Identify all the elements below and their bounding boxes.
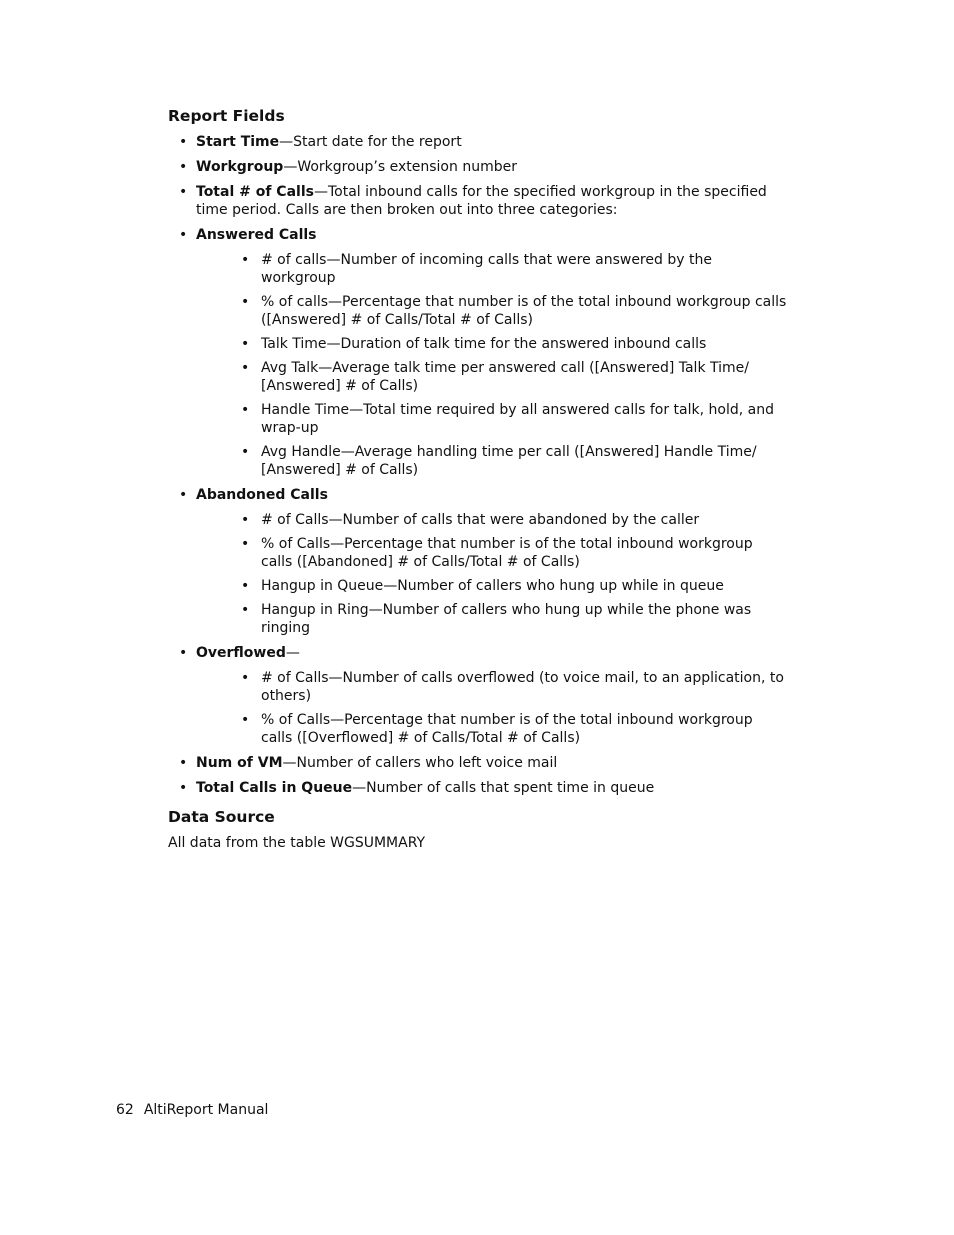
bullet-icon: • [179, 645, 188, 661]
list-item-abandoned-calls: • Abandoned Calls • # of Calls—Number of calls that were abandoned by the caller • % of Calls—Percentage that number is of the total inbound workgroup calls ([Abandoned] # of Calls/Total # of Calls) • Hangup in Queue—Number of callers who hung up while in queue • Hangup in Ring—Number of callers who hung up while the phone was ringing [168, 486, 788, 637]
bullet-icon: • [241, 670, 250, 686]
bullet-icon: • [241, 360, 250, 376]
list-item-overflowed: • Overflowed— • # of Calls—Number of calls overflowed (to voice mail, to an application, to others) • % of Calls—Percentage that number is of the total inbound workgroup calls ([Overflowed] # of Calls/Total # of Calls) [168, 644, 788, 747]
report-fields-heading: Report Fields [168, 107, 285, 125]
bullet-icon: • [179, 184, 188, 200]
page-content [168, 106, 788, 852]
data-source-text: All data from the table WGSUMMARY [168, 835, 426, 851]
bullet-icon: • [241, 402, 250, 418]
bullet-icon: • [179, 487, 188, 503]
bullet-icon: • [241, 578, 250, 594]
overflowed-sublist [196, 669, 788, 747]
bullet-icon: • [241, 712, 250, 728]
sub-item: • % of calls—Percentage that number is of the total inbound workgroup calls ([Answered] # of Calls/Total # of Calls) [241, 294, 787, 328]
sub-item: • Hangup in Queue—Number of callers who hung up while in queue [241, 578, 724, 594]
answered-sublist [196, 251, 788, 479]
sub-item: • % of Calls—Percentage that number is of the total inbound workgroup calls ([Overflowed] # of Calls/Total # of Calls) [241, 712, 753, 746]
list-item-start-time: • Start Time—Start date for the report [179, 134, 462, 150]
bullet-icon: • [241, 536, 250, 552]
page-number: 62 [116, 1102, 134, 1118]
bullet-icon: • [179, 159, 188, 175]
bullet-icon: • [179, 780, 188, 796]
sub-item: • Avg Talk—Average talk time per answered call ([Answered] Talk Time/ [Answered] # of Calls) [241, 360, 749, 394]
list-item-total-calls-in-queue: • Total Calls in Queue—Number of calls that spent time in queue [179, 780, 655, 796]
bullet-icon: • [179, 134, 188, 150]
sub-item: • Talk Time—Duration of talk time for the answered inbound calls [241, 336, 707, 352]
sub-item: • Avg Handle—Average handling time per call ([Answered] Handle Time/ [Answered] # of Calls) [241, 444, 757, 478]
sub-item: • % of Calls—Percentage that number is of the total inbound workgroup calls ([Abandoned] # of Calls/Total # of Calls) [241, 536, 753, 570]
bullet-icon: • [241, 512, 250, 528]
list-item-answered-calls: • Answered Calls • # of calls—Number of incoming calls that were answered by the workgroup • % of calls—Percentage that number is of the total inbound workgroup calls ([Answered] # of Calls/Total # of Calls) • Talk Time—Duration of talk time for the answered inbound calls • Avg Talk—Average talk time per answered call ([Answered] Talk Time/ [Answered] # of Calls) • Handle Time—Total time required by all answered calls for talk, hold, and wrap-up • Avg Handle—Average handling time per call ([Answered] Handle Time/ [Answered] # of Calls) [179, 227, 787, 478]
bullet-icon: • [179, 227, 188, 243]
report-fields-list [168, 133, 788, 797]
sub-item: • # of Calls—Number of calls overflowed (to voice mail, to an application, to others) [241, 670, 784, 704]
sub-item: • Hangup in Ring—Number of callers who hung up while the phone was ringing [241, 602, 752, 636]
list-item-num-vm: • Num of VM—Number of callers who left voice mail [179, 755, 558, 771]
sub-item: • # of calls—Number of incoming calls that were answered by the workgroup [241, 252, 712, 286]
bullet-icon: • [241, 336, 250, 352]
bullet-icon: • [241, 294, 250, 310]
list-item-total-calls: • Total # of Calls—Total inbound calls for the specified workgroup in the specified time period. Calls are then broken out into three categories: [179, 184, 767, 218]
data-source-heading: Data Source [168, 808, 275, 826]
manual-title: AltiReport Manual [143, 1102, 269, 1118]
list-item-workgroup: • Workgroup—Workgroup’s extension number [179, 159, 517, 175]
bullet-icon: • [241, 252, 250, 268]
bullet-icon: • [241, 602, 250, 618]
abandoned-sublist [196, 511, 788, 637]
page-footer [116, 1101, 268, 1119]
bullet-icon: • [179, 755, 188, 771]
sub-item: • # of Calls—Number of calls that were abandoned by the caller [241, 512, 700, 528]
sub-item: • Handle Time—Total time required by all answered calls for talk, hold, and wrap-up [241, 402, 774, 436]
bullet-icon: • [241, 444, 250, 460]
